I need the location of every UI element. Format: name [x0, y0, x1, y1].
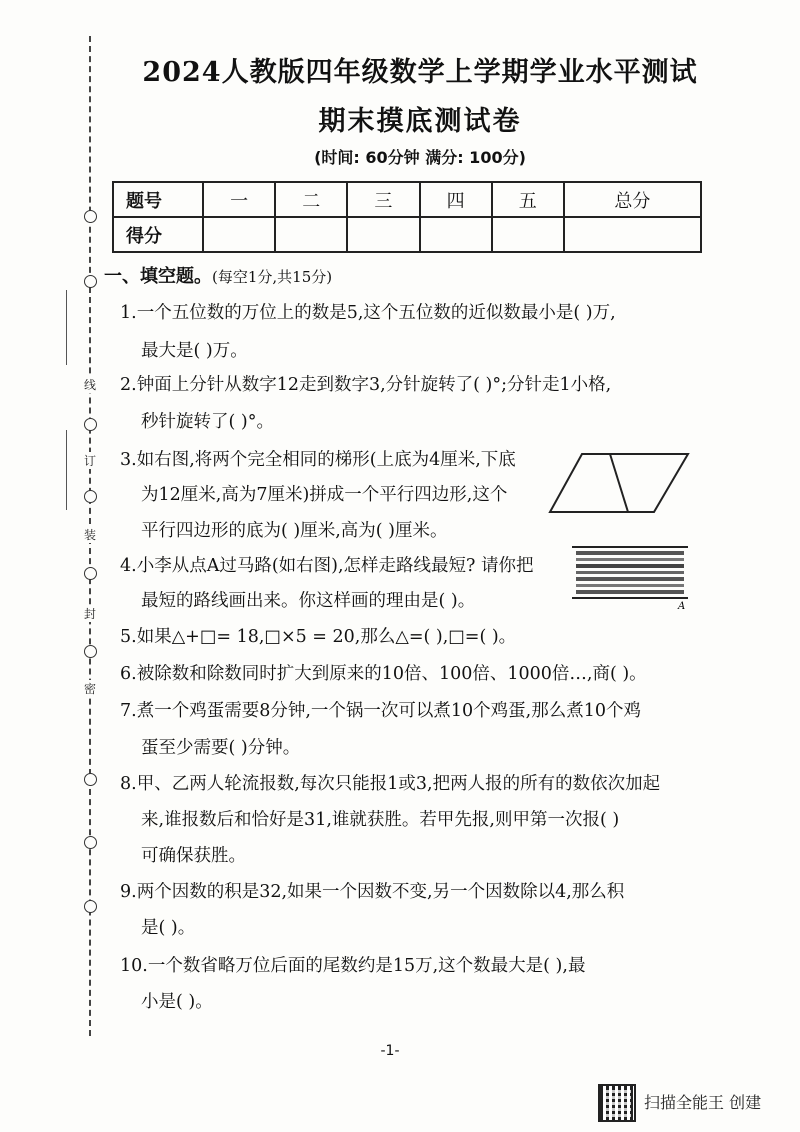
binding-label-zhuang: 装	[83, 528, 96, 542]
score-table-score-row	[113, 217, 701, 252]
margin-line-top	[66, 290, 67, 365]
scanner-watermark-text: 扫描全能王 创建	[644, 1093, 762, 1112]
score-cell[interactable]	[203, 217, 275, 252]
trapezoid-divider	[610, 454, 628, 512]
question-10-line-2: 小是( )。	[141, 992, 213, 1012]
question-9-line-1: 9.两个因数的积是32,如果一个因数不变,另一个因数除以4,那么积	[120, 882, 625, 902]
section-scoring-note: (每空1分,共15分)	[212, 268, 333, 286]
road-figure	[572, 544, 688, 610]
binding-label-feng: 封	[83, 607, 96, 621]
binding-hole	[84, 275, 97, 288]
score-cell-total[interactable]	[564, 217, 701, 252]
point-a-label: A	[678, 601, 686, 610]
score-label: 得分	[113, 217, 203, 252]
question-5: 5.如果△+□= 18,□×5 = 20,那么△=( ),□=( )。	[120, 627, 517, 647]
question-2-line-2: 秒针旋转了( )°。	[141, 412, 274, 432]
score-table	[112, 181, 702, 253]
scanner-watermark	[598, 1084, 788, 1120]
exam-subtitle-title: 期末摸底测试卷	[318, 106, 522, 137]
score-cell[interactable]	[275, 217, 347, 252]
margin-line-bottom	[66, 430, 67, 510]
column-header: 四	[420, 182, 492, 217]
column-header: 三	[347, 182, 419, 217]
column-header: 二	[275, 182, 347, 217]
question-9-line-2: 是( )。	[141, 918, 196, 938]
question-8-line-2: 来,谁报数后和恰好是31,谁就获胜。若甲先报,则甲第一次报( )	[141, 810, 620, 830]
binding-hole	[84, 210, 97, 223]
score-cell[interactable]	[347, 217, 419, 252]
column-header-total: 总分	[564, 182, 701, 217]
question-6: 6.被除数和除数同时扩大到原来的10倍、100倍、1000倍…,商( )。	[120, 664, 647, 684]
question-3-line-1: 3.如右图,将两个完全相同的梯形(上底为4厘米,下底	[120, 450, 516, 470]
score-table-header-row	[113, 182, 701, 217]
question-1-line-1: 1.一个五位数的万位上的数是5,这个五位数的近似数最小是( )万,	[120, 303, 616, 323]
exam-title: 2024人教版四年级数学上学期学业水平测试	[142, 57, 698, 88]
parallelogram-trapezoid-figure	[548, 450, 692, 516]
question-8-line-3: 可确保获胜。	[141, 846, 246, 866]
page-number: -1-	[380, 1043, 400, 1059]
binding-hole	[84, 773, 97, 786]
binding-hole	[84, 490, 97, 503]
question-7-line-2: 蛋至少需要( )分钟。	[141, 738, 301, 758]
binding-hole	[84, 418, 97, 431]
score-cell[interactable]	[492, 217, 564, 252]
question-4-line-1: 4.小李从点A过马路(如右图),怎样走路线最短? 请你把	[120, 556, 534, 576]
question-10-line-1: 10.一个数省略万位后面的尾数约是15万,这个数最大是( ),最	[120, 956, 586, 976]
qr-code-icon	[598, 1084, 636, 1122]
question-3-line-2: 为12厘米,高为7厘米)拼成一个平行四边形,这个	[141, 485, 508, 505]
binding-hole	[84, 645, 97, 658]
binding-hole	[84, 900, 97, 913]
binding-label-mi: 密	[83, 682, 96, 696]
score-cell[interactable]	[420, 217, 492, 252]
question-8-line-1: 8.甲、乙两人轮流报数,每次只能报1或3,把两人报的所有的数依次加起	[120, 774, 661, 794]
section-fill-in-blank-heading	[104, 262, 332, 288]
road-surface	[576, 551, 684, 594]
time-and-score-info: (时间: 60分钟 满分: 100分)	[314, 148, 526, 167]
question-7-line-1: 7.煮一个鸡蛋需要8分钟,一个锅一次可以煮10个鸡蛋,那么煮10个鸡	[120, 701, 641, 721]
binding-hole	[84, 567, 97, 580]
binding-hole	[84, 836, 97, 849]
question-number-label: 题号	[113, 182, 203, 217]
question-3-line-3: 平行四边形的底为( )厘米,高为( )厘米。	[141, 521, 448, 541]
section-title: 一、填空题。	[104, 266, 212, 287]
question-1-line-2: 最大是( )万。	[141, 341, 248, 361]
question-4-line-2: 最短的路线画出来。你这样画的理由是( )。	[141, 591, 476, 611]
binding-label-xian: 线	[83, 378, 96, 392]
column-header: 五	[492, 182, 564, 217]
question-2-line-1: 2.钟面上分针从数字12走到数字3,分针旋转了( )°;分针走1小格,	[120, 375, 612, 395]
column-header: 一	[203, 182, 275, 217]
binding-label-ding: 订	[83, 454, 96, 468]
